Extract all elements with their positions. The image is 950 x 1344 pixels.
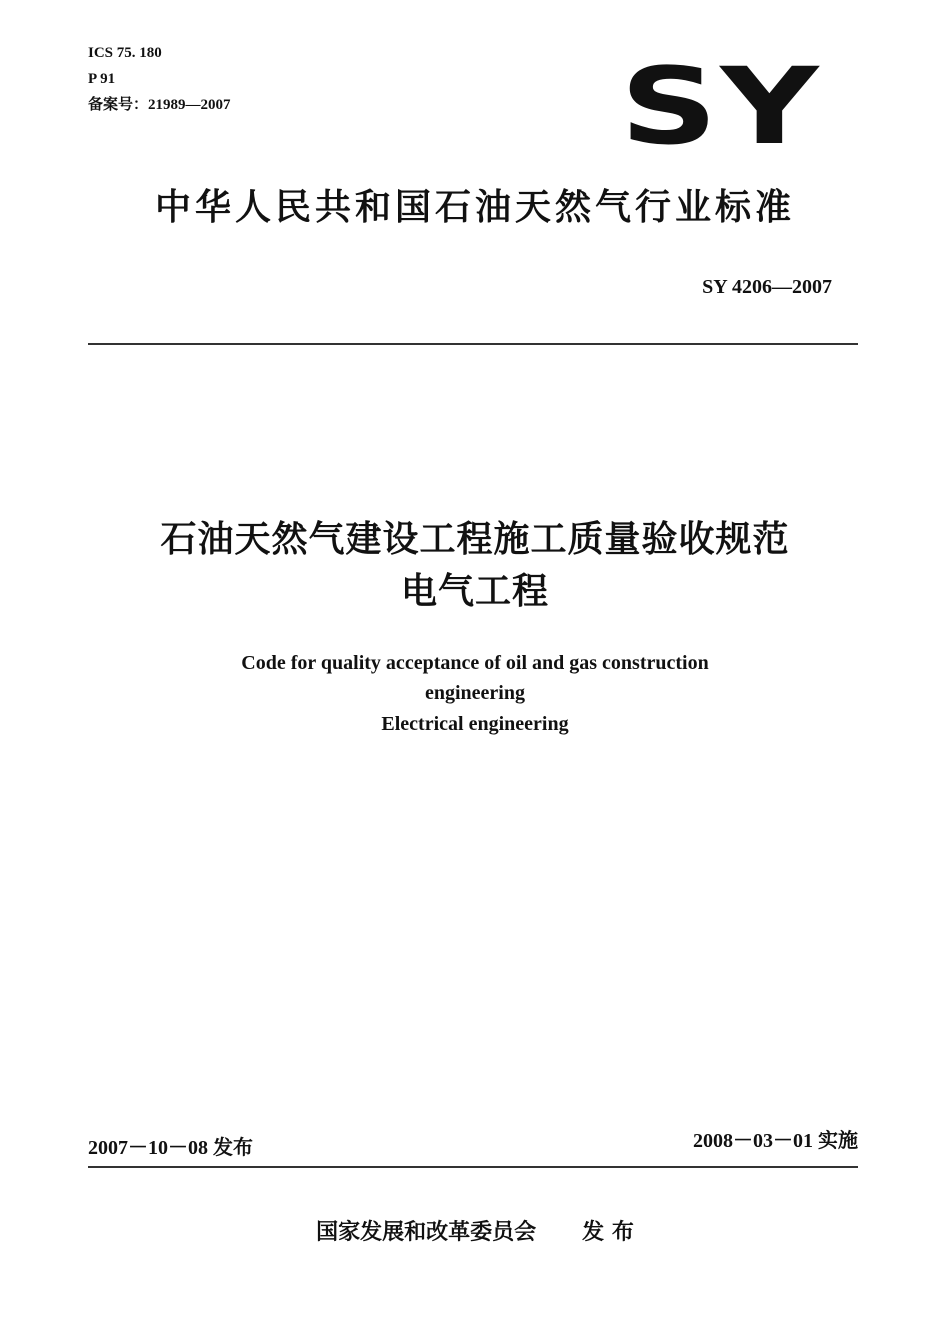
english-title-line-1: Code for quality acceptance of oil and gas construction <box>241 652 709 674</box>
document-subtitle: 电气工程 <box>400 571 549 612</box>
publisher-line <box>0 1215 950 1246</box>
english-title-line-2: engineering <box>425 682 525 704</box>
sy-logo: SY <box>620 45 822 168</box>
issue-date: 2007－10－08 发布 <box>88 1137 253 1159</box>
publisher-name: 国家发展和改革委员会 <box>316 1220 537 1245</box>
top-divider <box>88 343 858 345</box>
bottom-divider <box>88 1166 858 1168</box>
ics-code: ICS 75. 180 <box>88 45 162 61</box>
english-title-line-3: Electrical engineering <box>381 713 569 735</box>
publish-action: 发 布 <box>582 1220 634 1245</box>
standard-category: 中华人民共和国石油天然气行业标准 <box>154 187 795 228</box>
implementation-date: 2008－03－01 实施 <box>693 1130 858 1152</box>
document-title: 石油天然气建设工程施工质量验收规范 <box>160 519 790 560</box>
classification-code: P 91 <box>88 71 116 87</box>
standard-number: SY 4206—2007 <box>702 276 832 298</box>
record-number: 备案号：21989—2007 <box>88 97 231 113</box>
